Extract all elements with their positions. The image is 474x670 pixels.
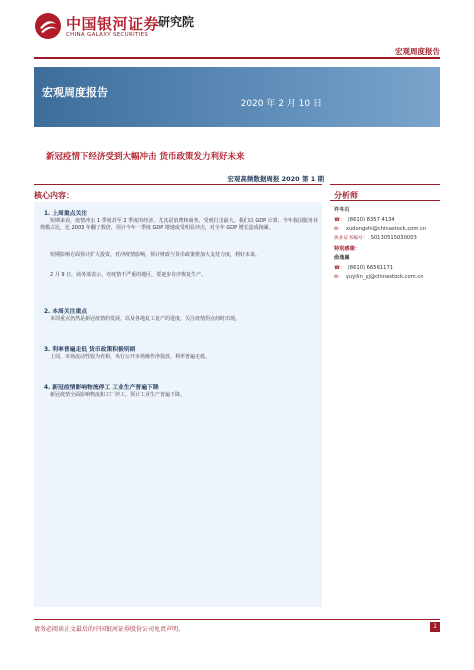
title-banner: [34, 67, 440, 127]
report-headline: 新冠疫情下经济受到大幅冲击 货币政策发力利好未来: [46, 152, 245, 162]
analyst-name: 许冬石: [334, 207, 350, 213]
cert-label: 执业证书编号：: [334, 236, 368, 241]
analyst-name: 俞逸嵩: [334, 255, 350, 261]
core-content-box: [34, 202, 322, 607]
header-divider: [34, 57, 440, 59]
paragraph: 短期影响方面预计扩大投资、对冲疫情影响，预计财政与货币政策将加大支持力度，利好未来。: [50, 252, 261, 258]
banner-date: 2020 年 2 月 10 日: [240, 99, 322, 109]
paragraph: 本周重点仍然是新冠疫情的发展，以及各地复工复产的进度，关注疫情拐点何时出现。: [50, 316, 241, 322]
banner-title: 宏观周度报告: [42, 86, 108, 99]
paragraph: 短期来看，疫情冲击 1 季度甚至 2 季度的经济，尤其是消费和商务，受到打击最大。我们以 GDP 计算，今年我国服务业规模占比，比 2003 年翻了数倍，预计今年一季度 GDP 增速或受明显冲击，对全年 GDP 增长造成拖累。: [40, 218, 318, 231]
section-title: 2. 本周关注重点: [44, 309, 88, 315]
institute-label: 研究院: [158, 15, 195, 29]
logo: [34, 10, 160, 44]
galaxy-logo-icon: [34, 12, 62, 40]
side-divider: [330, 184, 440, 185]
email-icon: ✉：: [334, 275, 343, 280]
email-icon: ✉：: [334, 227, 343, 232]
paragraph: 上周，市场流动性较为充裕，央行公开市场操作净投放，利率普遍走低。: [50, 354, 211, 360]
footer-divider: [34, 619, 440, 620]
logo-en-text: CHINA GALAXY SECURITIES: [66, 32, 149, 38]
side-divider-2: [330, 200, 440, 201]
paragraph: 新冠疫情全面影响物流和工厂停工，预计工业生产普遍下降。: [50, 392, 186, 398]
section-title: 1. 上周重点关注: [44, 211, 88, 217]
thanks-heading: 特别感谢：: [334, 246, 360, 252]
main-divider: [34, 184, 322, 185]
report-type-tag: 宏观周度报告: [395, 47, 440, 56]
phone-icon: ☎：: [334, 266, 345, 271]
logo-cn-text: 中国银河证券: [66, 15, 160, 33]
analyst-phone: (8610) 66561171: [347, 265, 394, 271]
analyst-email[interactable]: yuyilin_yj@chinastock.com.cn: [345, 274, 424, 280]
analyst-cert: S0130515030003: [370, 235, 417, 241]
analyst-heading: 分析师: [334, 191, 358, 200]
page-number: 1: [430, 622, 440, 632]
series-label: 宏观高频数据周报 2020 第 1 期: [227, 175, 324, 183]
section-title: 3. 利率普遍走低 货币政策积极明朗: [44, 347, 136, 353]
phone-icon: ☎：: [334, 218, 345, 223]
core-content-heading: 核心内容：: [34, 191, 74, 200]
paragraph: 2 月 9 日，商务部表示，对疫情不严重的地区，要逐步有序恢复生产。: [50, 272, 207, 278]
analyst-email[interactable]: xudongshi@chinastock.com.cn: [345, 226, 427, 232]
analyst-info: [334, 206, 440, 282]
footer-disclaimer: 请务必阅读正文最后的中国银河证券股份公司免责声明。: [34, 626, 185, 633]
analyst-phone: (8610) 8357 4134: [347, 217, 395, 223]
section-title: 4. 新冠疫情影响物流停工 工业生产普遍下降: [44, 385, 159, 391]
